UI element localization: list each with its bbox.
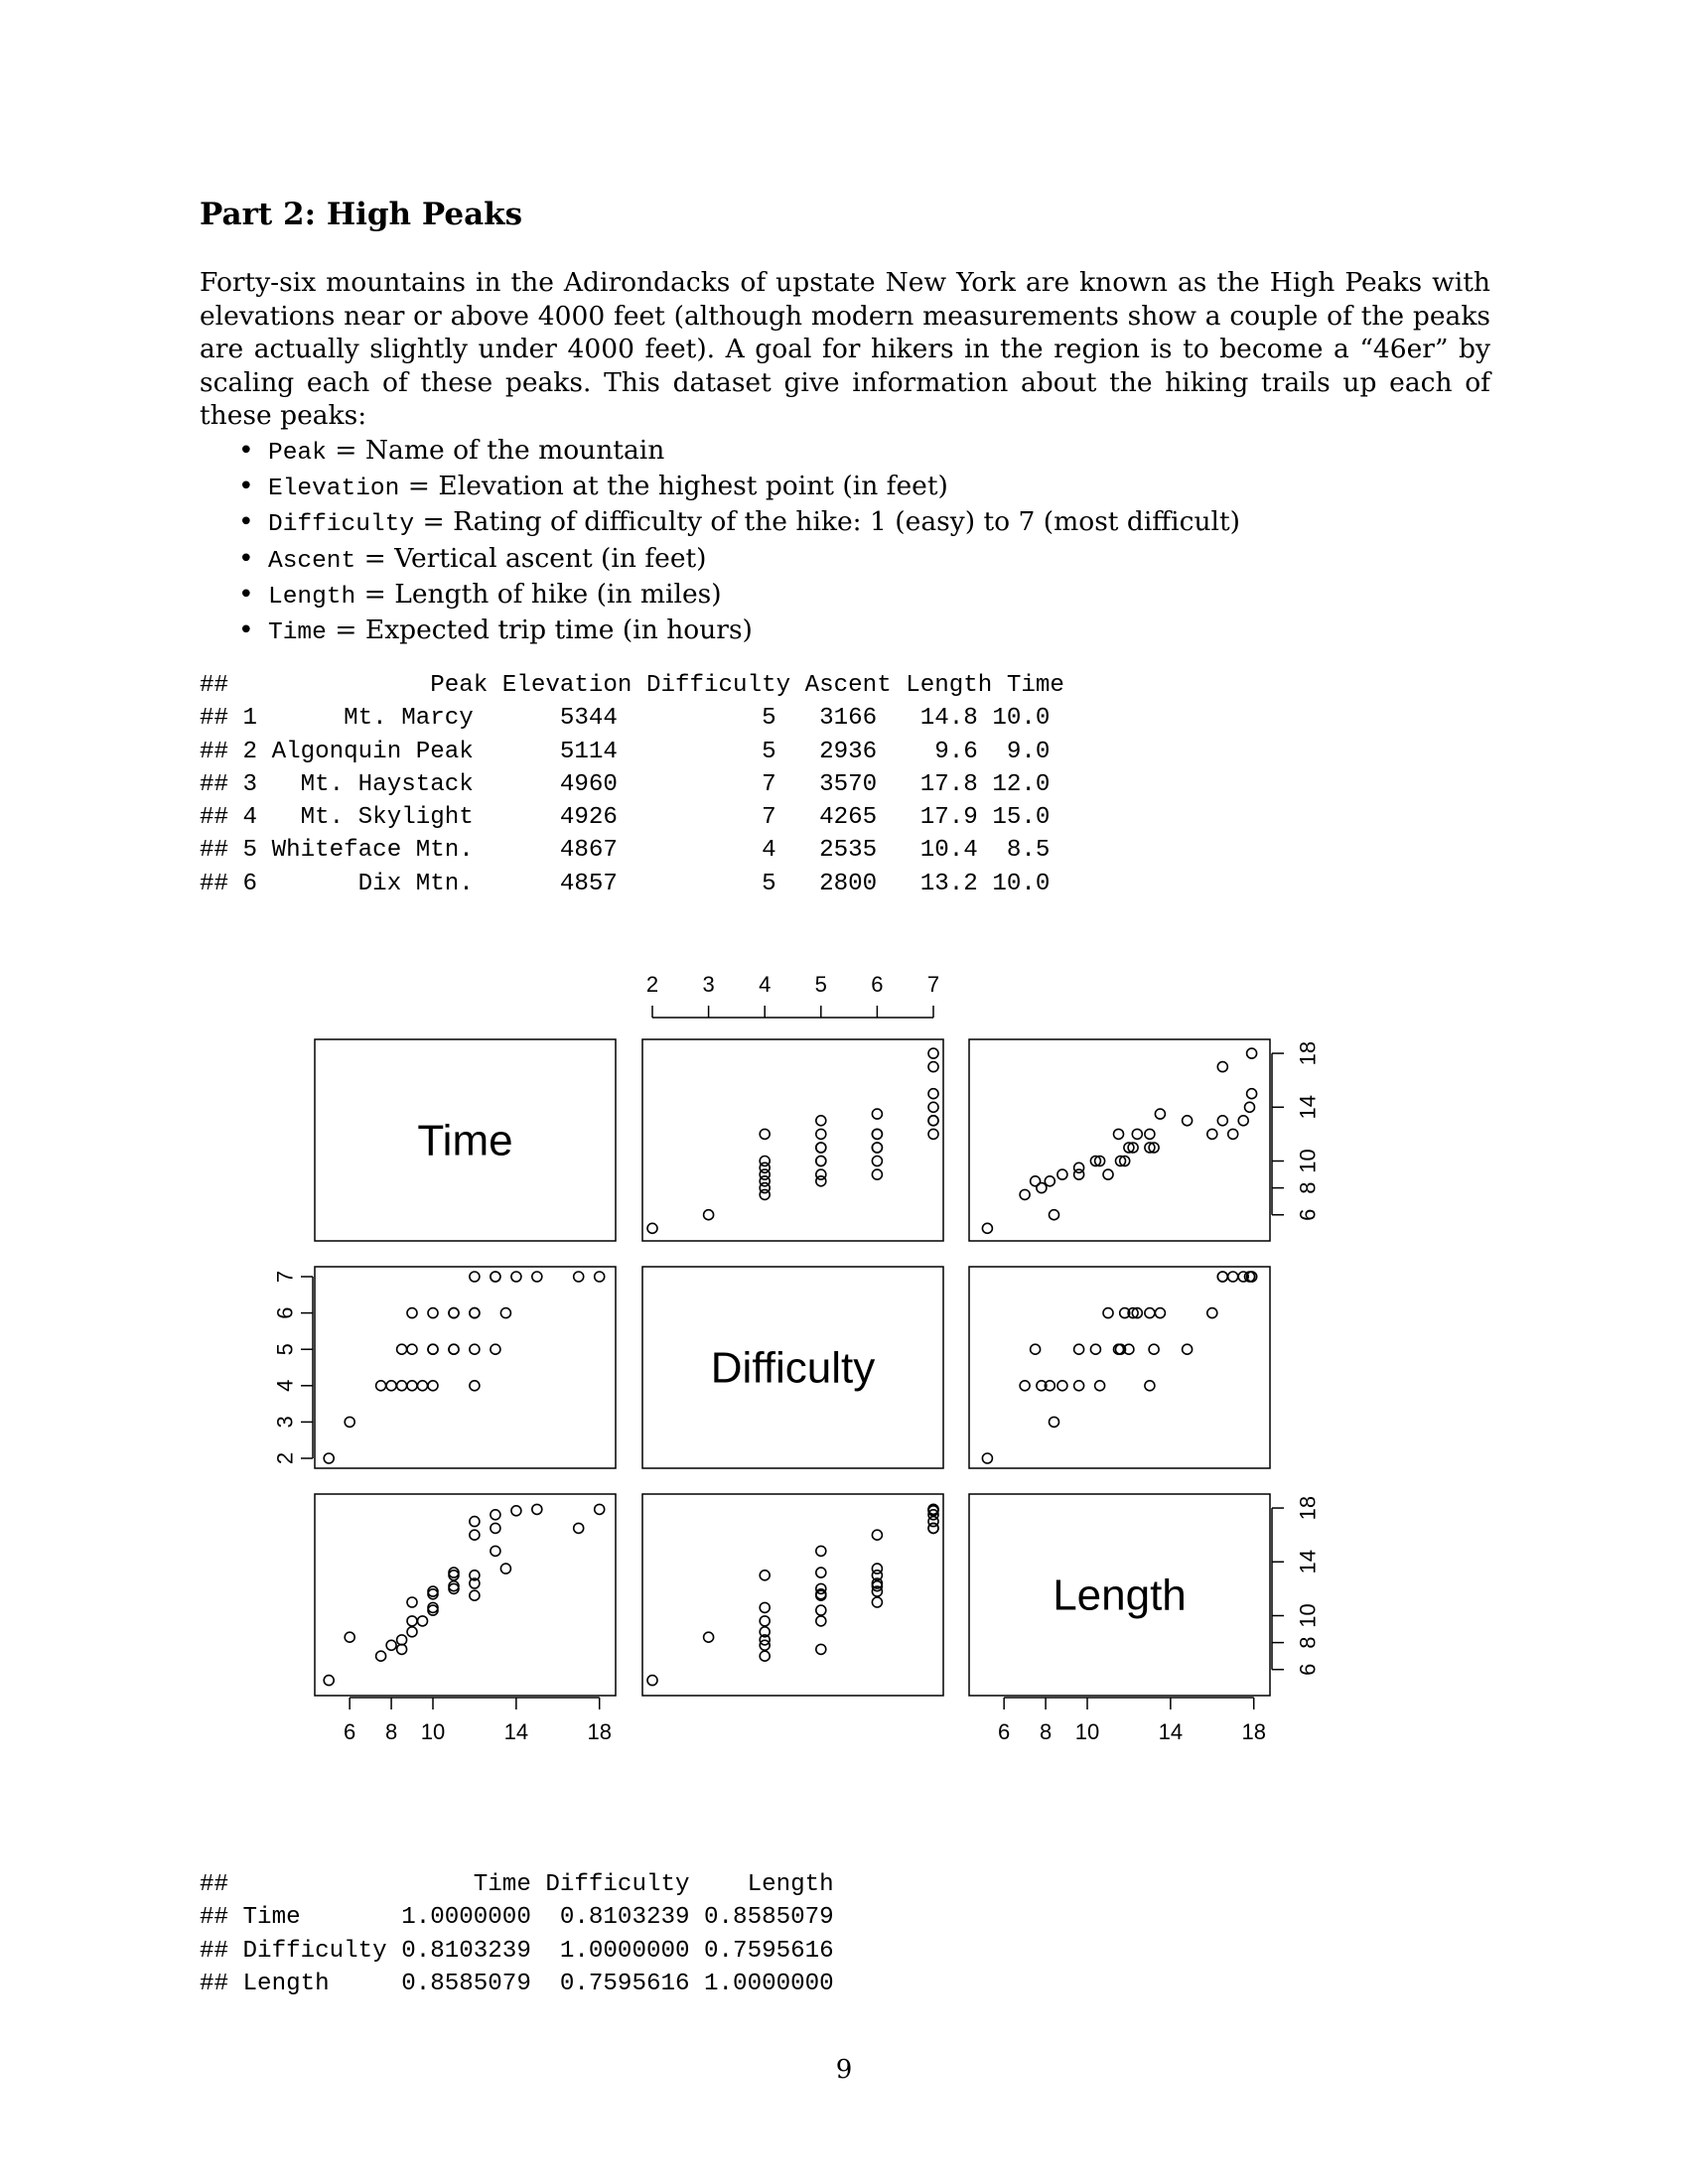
data-point	[407, 1381, 417, 1391]
tick-label: 14	[1295, 1550, 1321, 1574]
data-point	[1145, 1308, 1155, 1318]
tick-label: 14	[1295, 1095, 1321, 1120]
pairs-scatterplot-matrix	[0, 973, 1688, 1787]
tick-label: 5	[814, 973, 827, 997]
data-point	[500, 1308, 510, 1318]
data-point	[928, 1116, 938, 1126]
diagonal-label-difficulty: Difficulty	[710, 1343, 876, 1393]
intro-paragraph: Forty-six mountains in the Adirondacks of upstate New York are known as the High Peaks with elevations near or above 4000 feet (although modern measurements show a couple of the peaks are actually slightly under 4000 feet). A goal for hikers in the region is to become a “46er” by scaling each of these peaks. This dataset give information about the hiking trails up each of these peaks:	[200, 267, 1490, 431]
data-point	[511, 1506, 521, 1516]
data-point	[1145, 1129, 1155, 1139]
data-point	[407, 1597, 417, 1607]
data-point	[397, 1635, 407, 1645]
panel-frame	[315, 1267, 616, 1468]
tick-label: 18	[587, 1719, 612, 1744]
data-point	[1145, 1381, 1155, 1391]
variable-description: = Expected trip time (in hours)	[326, 614, 753, 646]
data-point	[1057, 1381, 1067, 1391]
data-point	[760, 1129, 770, 1139]
data-point	[1247, 1089, 1257, 1099]
tick-label: 6	[1295, 1208, 1321, 1221]
variable-description: = Length of hike (in miles)	[355, 578, 722, 610]
x-axis-bottom-time	[344, 1698, 612, 1744]
data-point	[872, 1530, 882, 1540]
data-point	[1050, 1417, 1059, 1427]
x-axis-bottom-length	[998, 1698, 1266, 1744]
tick-label: 6	[272, 1306, 298, 1319]
data-point	[647, 1676, 657, 1686]
data-point	[345, 1417, 354, 1427]
data-point	[816, 1143, 826, 1153]
data-point	[491, 1344, 500, 1354]
data-point	[397, 1381, 407, 1391]
panel-frame	[642, 1039, 943, 1241]
data-point	[816, 1568, 826, 1577]
tick-label: 7	[926, 973, 940, 997]
data-point	[1217, 1272, 1227, 1282]
data-point	[1245, 1102, 1255, 1112]
panel-frame	[642, 1494, 943, 1696]
tick-label: 8	[1295, 1181, 1321, 1194]
data-point	[1238, 1116, 1248, 1126]
variable-list	[238, 434, 1240, 649]
data-point	[1207, 1129, 1217, 1139]
tick-label: 10	[1295, 1149, 1321, 1173]
data-point	[532, 1504, 542, 1514]
data-point	[816, 1616, 826, 1626]
data-point	[872, 1157, 882, 1166]
data-point	[345, 1632, 354, 1642]
tick-label: 18	[1241, 1719, 1266, 1744]
data-point	[704, 1632, 714, 1642]
data-point	[470, 1590, 480, 1600]
data-point	[397, 1644, 407, 1654]
data-point	[418, 1616, 428, 1626]
data-point	[428, 1344, 438, 1354]
data-point	[1228, 1272, 1238, 1282]
data-point	[470, 1381, 480, 1391]
data-point	[1183, 1116, 1193, 1126]
data-head-output: ## Peak Elevation Difficulty Ascent Length Time ## 1 Mt. Marcy 5344 5 3166 14.8 10.0 ## 2 Algonquin Peak 5114 5 2936 9.6 9.0 ## 3 Mt. Haystack 4960 7 3570 17.8 12.0 ## 4 Mt. Skylight 4926 7 4265 17.9 15.0 ## 5 Whiteface Mtn. 4867 4 2535 10.4 8.5 ## 6 Dix Mtn. 4857 5 2800 13.2 10.0	[200, 672, 1064, 897]
data-point	[1074, 1344, 1084, 1354]
data-point	[595, 1272, 605, 1282]
tick-label: 3	[272, 1416, 298, 1429]
data-point	[532, 1272, 542, 1282]
variable-item	[238, 434, 1240, 470]
data-point	[760, 1157, 770, 1166]
data-point	[491, 1523, 500, 1533]
data-point	[1217, 1116, 1227, 1126]
tick-label: 6	[344, 1719, 356, 1744]
data-point	[1074, 1381, 1084, 1391]
data-point	[928, 1523, 938, 1533]
tick-label: 6	[1295, 1663, 1321, 1676]
data-point	[407, 1627, 417, 1637]
tick-label: 18	[1295, 1040, 1321, 1066]
data-point	[407, 1616, 417, 1626]
variable-item	[238, 614, 1240, 649]
panel-frame	[969, 1039, 1270, 1241]
data-point	[760, 1602, 770, 1612]
data-point	[928, 1102, 938, 1112]
data-point	[1217, 1062, 1227, 1072]
tick-label: 14	[503, 1719, 529, 1744]
data-point	[397, 1344, 407, 1354]
data-point	[418, 1381, 428, 1391]
variable-description: = Vertical ascent (in feet)	[355, 542, 707, 574]
section-heading: Part 2: High Peaks	[200, 197, 523, 232]
tick-label: 5	[272, 1343, 298, 1356]
data-point	[982, 1453, 992, 1463]
data-point	[928, 1062, 938, 1072]
data-point	[816, 1546, 826, 1556]
data-point	[470, 1517, 480, 1527]
data-point	[760, 1570, 770, 1580]
tick-label: 3	[702, 973, 715, 997]
data-point	[376, 1381, 386, 1391]
data-point	[928, 1089, 938, 1099]
panel-time-vs-time	[315, 1039, 616, 1241]
data-point	[1183, 1344, 1193, 1354]
data-point	[1031, 1176, 1041, 1186]
x-axis-top-difficulty	[646, 973, 939, 1018]
data-point	[1155, 1308, 1165, 1318]
tick-label: 10	[1295, 1603, 1321, 1628]
data-point	[704, 1210, 714, 1220]
tick-label: 6	[871, 973, 884, 997]
data-point	[816, 1644, 826, 1654]
tick-label: 8	[1039, 1719, 1053, 1744]
data-point	[928, 1129, 938, 1139]
data-point	[470, 1530, 480, 1540]
data-point	[1114, 1129, 1124, 1139]
panel-length-vs-time	[315, 1494, 616, 1696]
data-point	[428, 1381, 438, 1391]
data-point	[1228, 1129, 1238, 1139]
y-axis-right-length	[1272, 1496, 1321, 1676]
data-point	[407, 1308, 417, 1318]
data-point	[376, 1651, 386, 1661]
page-number: 9	[835, 2055, 853, 2085]
data-point	[491, 1546, 500, 1556]
data-point	[1149, 1344, 1159, 1354]
data-point	[760, 1616, 770, 1626]
data-point	[1031, 1344, 1041, 1354]
tick-label: 4	[759, 973, 772, 997]
data-point	[491, 1272, 500, 1282]
variable-item	[238, 578, 1240, 614]
tick-label: 8	[384, 1719, 398, 1744]
data-point	[1050, 1210, 1059, 1220]
diagonal-label-length: Length	[1053, 1570, 1187, 1620]
data-point	[574, 1272, 584, 1282]
panel-difficulty-vs-difficulty	[642, 1267, 943, 1468]
variable-name: Ascent	[268, 547, 356, 575]
diagonal-label-time: Time	[417, 1116, 513, 1165]
data-point	[500, 1564, 510, 1573]
panel-frame	[315, 1494, 616, 1696]
variable-item	[238, 505, 1240, 541]
data-point	[1247, 1048, 1257, 1058]
data-point	[1057, 1169, 1067, 1179]
data-point	[1020, 1189, 1030, 1199]
tick-label: 7	[272, 1270, 298, 1284]
data-point	[1090, 1344, 1100, 1354]
data-point	[324, 1453, 334, 1463]
data-point	[872, 1143, 882, 1153]
data-point	[1207, 1308, 1217, 1318]
data-point	[816, 1129, 826, 1139]
data-point	[816, 1605, 826, 1615]
y-axis-right-time	[1272, 1041, 1321, 1221]
data-point	[872, 1169, 882, 1179]
variable-name: Length	[268, 583, 356, 611]
variable-name: Peak	[268, 440, 327, 467]
tick-label: 4	[272, 1379, 298, 1392]
data-point	[816, 1169, 826, 1179]
data-point	[760, 1651, 770, 1661]
data-point	[928, 1048, 938, 1058]
variable-description: = Name of the mountain	[326, 435, 665, 466]
panel-difficulty-vs-time	[315, 1267, 616, 1468]
data-point	[449, 1344, 459, 1354]
data-point	[647, 1223, 657, 1233]
data-point	[428, 1308, 438, 1318]
data-point	[407, 1344, 417, 1354]
data-point	[470, 1308, 480, 1318]
data-point	[872, 1129, 882, 1139]
data-point	[491, 1510, 500, 1520]
data-point	[386, 1640, 396, 1650]
correlation-matrix-output: ## Time Difficulty Length ## Time 1.0000000 0.8103239 0.8585079 ## Difficulty 0.8103239 1.0000000 0.7595616 ## Length 0.8585079 0.7595616 1.0000000	[200, 1871, 834, 1997]
panel-time-vs-difficulty	[642, 1039, 943, 1241]
data-point	[1020, 1381, 1030, 1391]
variable-name: Difficulty	[268, 511, 415, 539]
data-point	[595, 1504, 605, 1514]
tick-label: 6	[998, 1719, 1011, 1744]
variable-item	[238, 542, 1240, 578]
data-point	[470, 1272, 480, 1282]
tick-label: 10	[1074, 1719, 1100, 1744]
data-point	[1095, 1381, 1105, 1391]
data-point	[1074, 1169, 1084, 1179]
data-point	[982, 1223, 992, 1233]
data-point	[1103, 1169, 1113, 1179]
data-point	[816, 1116, 826, 1126]
variable-item	[238, 470, 1240, 505]
data-point	[1132, 1129, 1142, 1139]
data-point	[386, 1381, 396, 1391]
data-point	[574, 1523, 584, 1533]
tick-label: 8	[1295, 1636, 1321, 1649]
tick-label: 10	[420, 1719, 446, 1744]
data-point	[1103, 1308, 1113, 1318]
data-point	[511, 1272, 521, 1282]
tick-label: 18	[1295, 1495, 1321, 1521]
data-point	[449, 1308, 459, 1318]
data-point	[1155, 1109, 1165, 1119]
panel-frame	[969, 1267, 1270, 1468]
variable-description: = Elevation at the highest point (in feet)	[399, 471, 948, 502]
data-point	[816, 1157, 826, 1166]
tick-label: 14	[1158, 1719, 1184, 1744]
data-point	[324, 1676, 334, 1686]
tick-label: 2	[272, 1451, 298, 1465]
panel-time-vs-length	[969, 1039, 1270, 1241]
variable-name: Time	[268, 619, 327, 647]
data-point	[872, 1597, 882, 1607]
data-point	[470, 1344, 480, 1354]
data-point	[872, 1109, 882, 1119]
tick-label: 2	[645, 973, 659, 997]
variable-name: Elevation	[268, 476, 400, 503]
data-point	[1045, 1176, 1055, 1186]
panel-length-vs-length	[969, 1494, 1270, 1696]
variable-description: = Rating of difficulty of the hike: 1 (easy) to 7 (most difficult)	[414, 506, 1240, 538]
panel-difficulty-vs-length	[969, 1267, 1270, 1468]
panel-length-vs-difficulty	[642, 1494, 943, 1696]
y-axis-left-difficulty	[273, 1271, 313, 1464]
